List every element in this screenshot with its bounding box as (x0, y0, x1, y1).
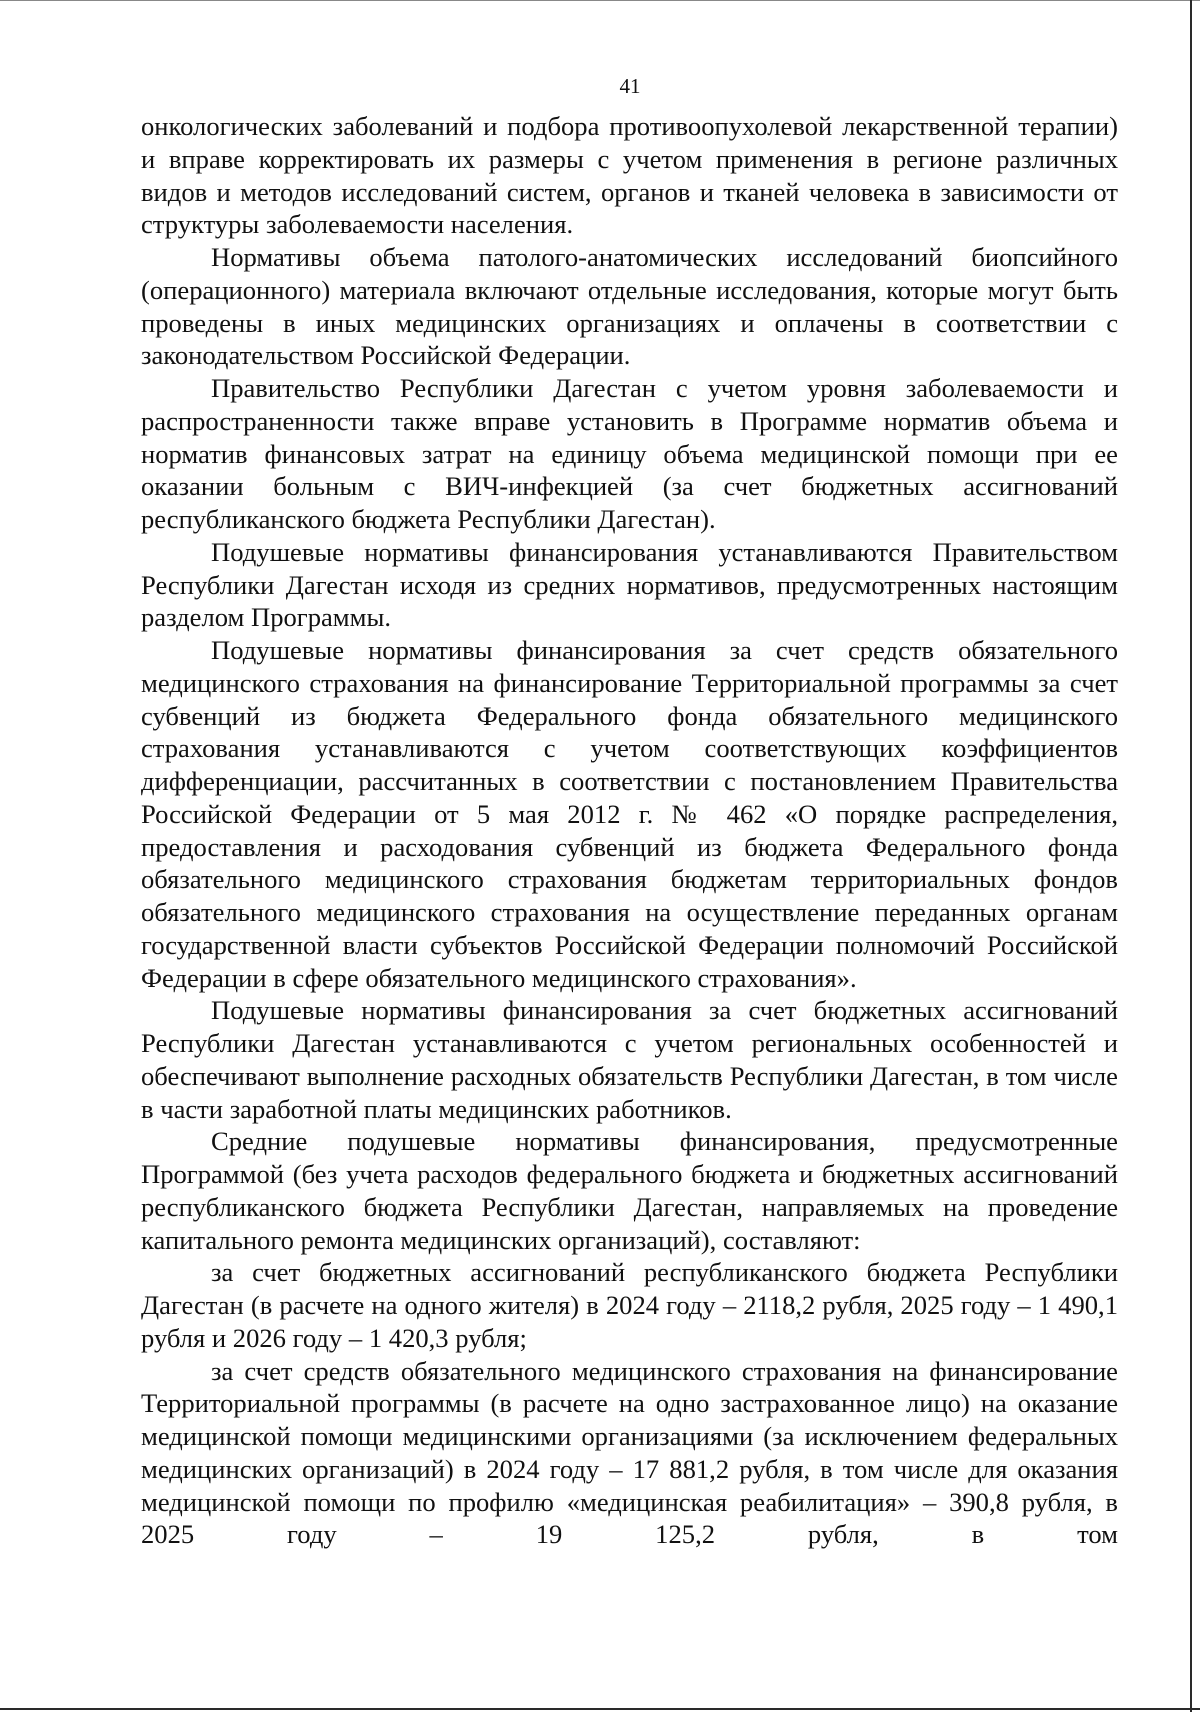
scan-edge-right (1190, 0, 1192, 1712)
paragraph: Подушевые нормативы финансирования за счет бюджетных ассигнований Республики Дагестан устанавливаются с учетом региональных особенностей и обеспечивают выполнение расходных обязательств Республики Дагестан, в том числе в части заработной платы медицинских работников. (141, 995, 1118, 1124)
page-number: 41 (619, 74, 641, 98)
paragraph-continued: онкологических заболеваний и подбора противоопухолевой лекарственной терапии) и вправе корректировать их размеры с учетом применения в регионе различных видов и методов исследований систем, органов и тканей человека в зависимости от структуры заболеваемости населения. (141, 111, 1118, 240)
paragraph: Средние подушевые нормативы финансирования, предусмотренные Программой (без учета расходов федерального бюджета и бюджетных ассигнований республиканского бюджета Республики Дагестан, направляемых на проведение капитального ремонта медицинских организаций), составляют: (141, 1126, 1118, 1255)
list-item: за счет бюджетных ассигнований республиканского бюджета Республики Дагестан (в расчете на одного жителя) в 2024 году – 2118,2 рубля, 2025 году – 1 490,1 рубля и 2026 году – 1 420,3 рубля; (141, 1257, 1118, 1353)
paragraph: Подушевые нормативы финансирования за счет средств обязательного медицинского страхования на финансирование Территориальной программы за счет субвенций из бюджета Федерального фонда обязательного медицинского страхования устанавливаются с учетом соответствующих коэффициентов дифференциации, рассчитанных в соответствии с постановлением Правительства Российской Федерации от 5 мая 2012 г. № 462 «О порядке распределения, предоставления и расходования субвенций из бюджета Федерального фонда обязательного медицинского страхования бюджетам территориальных фондов обязательного медицинского страхования на осуществление переданных органам государственной власти субъектов Российской Федерации полномочий Российской Федерации в сфере обязательного медицинского страхования». (141, 635, 1118, 993)
scan-edge-top (0, 0, 1200, 1)
scan-edge-bottom (0, 1708, 1200, 1710)
list-item: за счет средств обязательного медицинского страхования на финансирование Территориальной программы (в расчете на одно застрахованное лицо) на оказание медицинской помощи медицинскими организациями (за исключением федеральных медицинских организаций) в 2024 году – 17 881,2 рубля, в том числе для оказания медицинской помощи по профилю «медицинская реабилитация» – 390,8 рубля, в 2025 году – 19 125,2 рубля, в том (141, 1355, 1118, 1550)
paragraph: Нормативы объема патолого-анатомических исследований биопсийного (операционного) материала включают отдельные исследования, которые могут быть проведены в иных медицинских организациях и оплачены в соответствии с законодательством Российской Федерации. (141, 242, 1118, 371)
paragraph: Правительство Республики Дагестан с учетом уровня заболеваемости и распространенности также вправе установить в Программе норматив объема и норматив финансовых затрат на единицу объема медицинской помощи при ее оказании больным с ВИЧ-инфекцией (за счет бюджетных ассигнований республиканского бюджета Республики Дагестан). (141, 373, 1118, 534)
paragraph: Подушевые нормативы финансирования устанавливаются Правительством Республики Дагестан исходя из средних нормативов, предусмотренных настоящим разделом Программы. (141, 536, 1118, 633)
document-body (141, 110, 1118, 1551)
